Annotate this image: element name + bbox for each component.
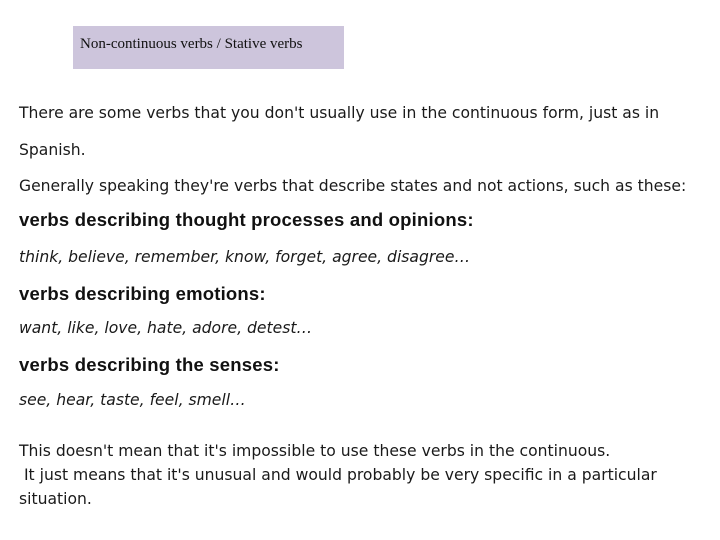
intro-line-3: Generally speaking they're verbs that describe states and not actions, such as these: [19,177,687,195]
conclusion-line-1: This doesn't mean that it's impossible to use these verbs in the continuous. [19,442,611,460]
intro-line-1: There are some verbs that you don't usually use in the continuous form, just as in [19,104,660,122]
section-heading-thought: verbs describing thought processes and opinions: [19,209,474,230]
section-heading-senses: verbs describing the senses: [19,354,280,375]
section-heading-emotions: verbs describing emotions: [19,283,266,304]
intro-line-2: Spanish. [19,141,86,159]
title-box [73,26,344,69]
section-examples-emotions: want, like, love, hate, adore, detest… [19,319,313,337]
conclusion-line-3: situation. [19,490,92,508]
page-title: Non-continuous verbs / Stative verbs [80,36,303,52]
conclusion-line-2: It just means that it's unusual and would probably be very specific in a particular [19,466,657,484]
section-examples-senses: see, hear, taste, feel, smell… [19,391,246,409]
section-examples-thought: think, believe, remember, know, forget, agree, disagree… [19,248,471,266]
